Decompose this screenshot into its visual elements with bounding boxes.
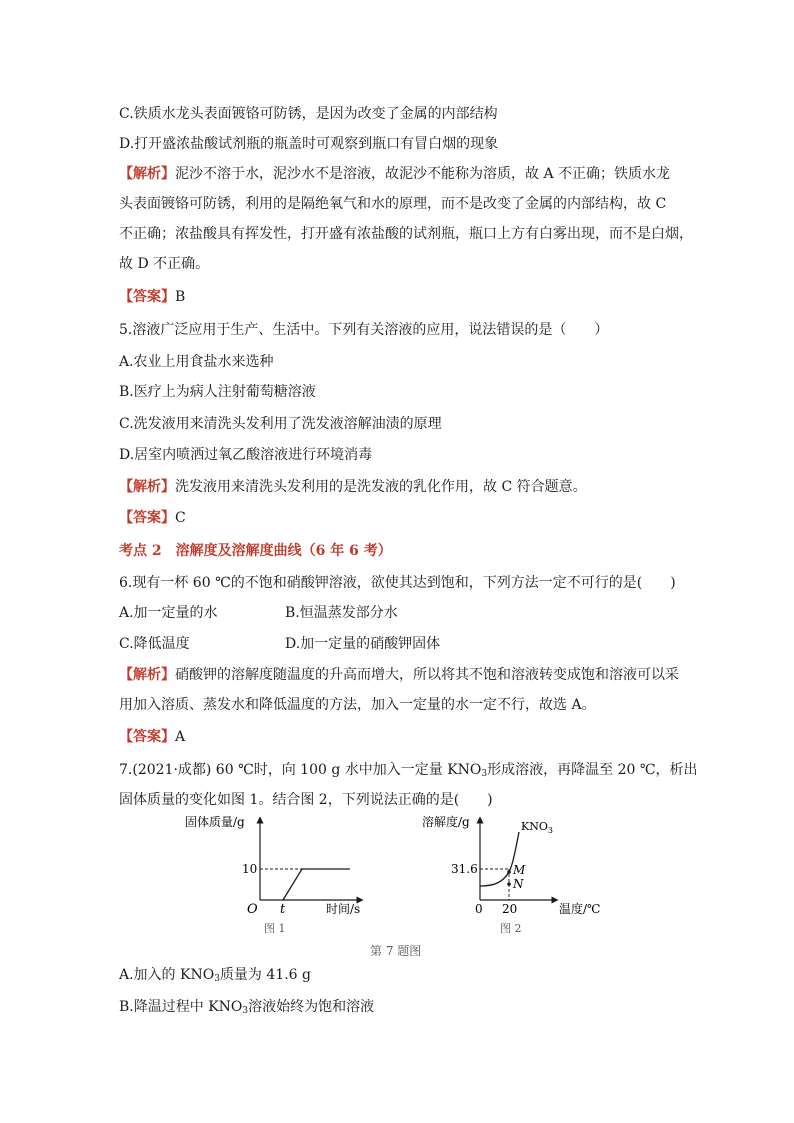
q4-option-d: D.打开盛浓盐酸试剂瓶的瓶盖时可观察到瓶口有冒白烟的现象: [119, 136, 499, 152]
q5-option-a: A.农业上用食盐水来选种: [119, 354, 274, 370]
q6-option-b: B.恒温蒸发部分水: [285, 605, 398, 621]
analysis-text: 洗发液用来清洗头发利用的是洗发液的乳化作用，故 C 符合题意。: [175, 479, 587, 495]
fig2-ylabel: 溶解度/g: [422, 815, 470, 829]
q7-stem-part1: 7.(2021·成都) 60 ℃时，向 100 g 水中加入一定量 KNO: [119, 762, 482, 778]
q7-option-a-part2: 质量为 41.6 g: [219, 967, 311, 983]
section-heading: 考点 2 溶解度及溶解度曲线（6 年 6 考）: [119, 543, 392, 559]
fig2-point-n: N: [513, 877, 524, 891]
fig2-ytick: 31.6: [451, 862, 478, 876]
subscript: 3: [214, 974, 220, 984]
answer-tag: 【答案】: [119, 510, 175, 526]
analysis-text: 硝酸钾的溶解度随温度的升高而增大，所以将其不饱和溶液转变成饱和溶液可以采: [175, 667, 679, 683]
q6-answer: [119, 727, 185, 747]
q6-option-d: D.加一定量的硝酸钾固体: [285, 636, 441, 652]
q7-stem-line2: 固体质量的变化如图 1。结合图 2，下列说法正确的是( ): [119, 792, 493, 808]
analysis-tag: 【解析】: [119, 667, 175, 683]
mass-curve: [283, 869, 350, 900]
fig1-caption: 图 1: [264, 922, 286, 935]
subscript: 3: [242, 1006, 249, 1016]
analysis-text: 泥沙不溶于水，泥沙水不是溶液，故泥沙不能称为溶质，故 A 不正确；铁质水龙: [175, 166, 671, 182]
q5-option-b: B.医疗上为病人注射葡萄糖溶液: [119, 384, 316, 400]
fig2-point-m: M: [513, 863, 526, 877]
q4-answer: [119, 287, 185, 307]
q4-analysis-line4: 故 D 不正确。: [119, 256, 210, 272]
fig2-caption: 图 2: [500, 922, 522, 935]
q5-option-c: C.洗发液用来清洗头发利用了洗发液溶解油渍的原理: [119, 416, 442, 432]
answer-value: B: [175, 289, 186, 305]
q4-option-c: C.铁质水龙头表面镀铬可防锈，是因为改变了金属的内部结构: [119, 106, 498, 122]
fig2-curve-label: $KNO_3$: [521, 820, 553, 835]
q7-stem-part2: 形成溶液，再降温至 20 ℃，析出: [487, 762, 698, 778]
q7-option-a-part1: A.加入的 KNO: [119, 967, 215, 983]
q4-analysis: [119, 164, 670, 184]
q5-answer: [119, 508, 186, 528]
q6-option-c: C.降低温度: [119, 636, 190, 652]
answer-tag: 【答案】: [119, 729, 175, 745]
point-n-dot: [507, 882, 511, 886]
answer-tag: 【答案】: [119, 289, 175, 305]
q7-option-b-part2: 溶液始终为饱和溶液: [248, 999, 375, 1015]
fig1-origin: O: [247, 902, 258, 917]
q7-stem: [119, 760, 698, 784]
q7-option-b: [119, 997, 374, 1021]
fig1-t-label: t: [280, 902, 286, 917]
fig2-xtick-0: 0: [475, 902, 483, 916]
q5-analysis: [119, 477, 587, 497]
q6-option-a: A.加一定量的水: [119, 605, 218, 621]
analysis-tag: 【解析】: [119, 479, 175, 495]
q6-options-row2: [119, 634, 679, 654]
answer-value: C: [175, 510, 186, 526]
q7-option-a: [119, 965, 311, 989]
q6-analysis-line2: 用加入溶质、蒸发水和降低温度的方法，加入一定量的水一定不行，故选 A。: [119, 697, 596, 713]
subscript: 3: [481, 769, 488, 779]
analysis-tag: 【解析】: [119, 166, 175, 182]
q5-stem: 5.溶液广泛应用于生产、生活中。下列有关溶液的应用，说法错误的是（ ）: [119, 322, 609, 338]
figure-caption: 第 7 题图: [370, 944, 422, 958]
figure-1: [180, 812, 370, 942]
q7-option-b-part1: B.降温过程中 KNO: [119, 999, 243, 1015]
answer-value: A: [175, 729, 186, 745]
q4-analysis-line2: 头表面镀铬可防锈，利用的是隔绝氧气和水的原理，而不是改变了金属的内部结构，故 C: [119, 196, 667, 212]
point-m-dot: [507, 870, 511, 874]
fig2-xtick-20: 20: [502, 902, 518, 916]
q6-options-row1: [119, 603, 679, 623]
q5-option-d: D.居室内喷洒过氧乙酸溶液进行环境消毒: [119, 447, 373, 463]
fig1-ytick: 10: [242, 862, 258, 876]
q6-analysis: [119, 665, 679, 685]
figure-2: [415, 812, 620, 942]
q6-stem: 6.现有一杯 60 ℃的不饱和硝酸钾溶液，欲使其达到饱和，下列方法一定不可行的是( ): [119, 575, 676, 591]
fig1-xlabel: 时间/s: [326, 902, 361, 916]
q4-analysis-line3: 不正确；浓盐酸具有挥发性，打开盛有浓盐酸的试剂瓶，瓶口上方有白雾出现，而不是白烟，: [119, 226, 693, 242]
fig1-ylabel: 固体质量/g: [185, 815, 245, 829]
fig2-xlabel: 温度/℃: [559, 902, 601, 916]
